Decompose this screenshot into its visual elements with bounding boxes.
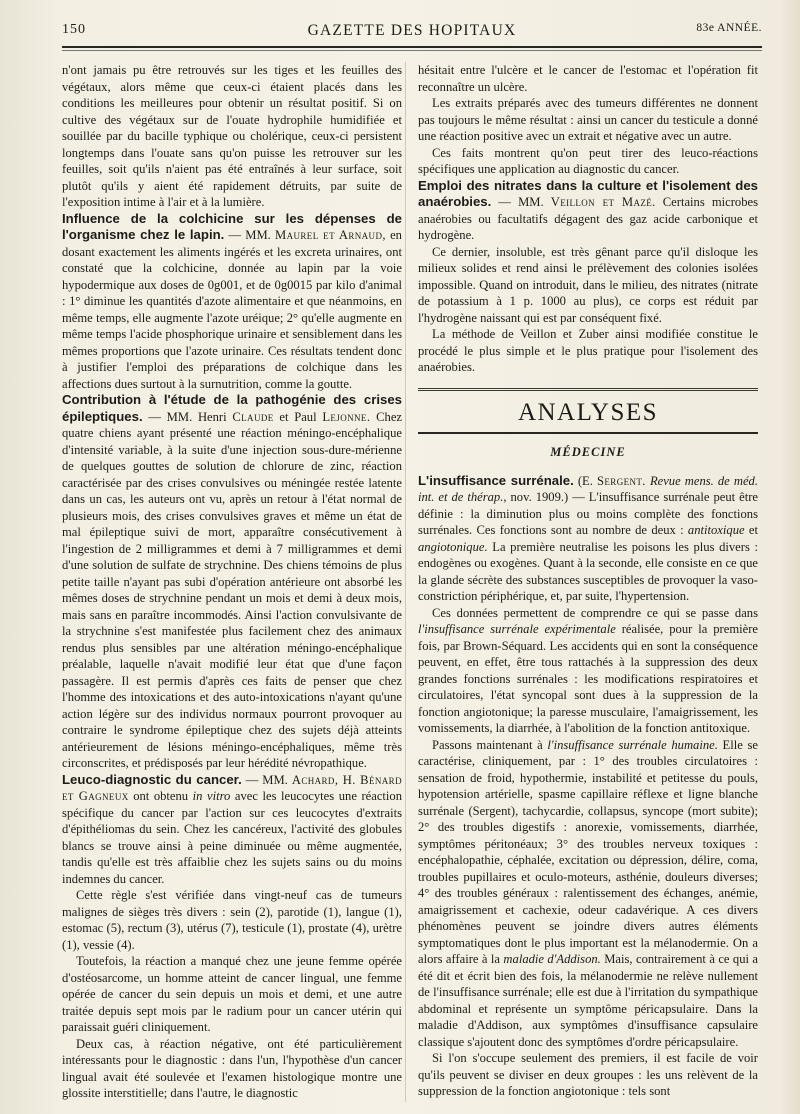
column-gutter bbox=[405, 62, 406, 1102]
left-column: n'ont jamais pu être retrouvés sur les tiges et les feuilles des végétaux, alors même que ceux-ci étaient placés dans les conditions les meilleures pour obtenir un résultat positif. Si on cultive des végétaux sur de l'ouate hydrophile humidifiée et souillée par du bacille typhique ou cholérique, ceux-ci persistent longtemps dans l'ouate sans qu'on puisse les retrouver sur les feuilles, soit qu'ils n'aient pas été entraînés à leur surface, soit plutôt qu'ils y aient été rapidement détruits, par suite de l'exposition intime à l'air et à la lumière. Influence de la colchicine sur les dépenses de l'organisme chez le lapin. — MM. Maurel et Arnaud, en dosant exactement les aliments ingérés et les excreta urinaires, ont constaté que la colchicine, donnée au lapin par la voie hypodermique aux doses de 0g001, et de 0g0015 par kilo d'animal : 1° diminue les quantités d'azote alimentaire et que néanmoins, en même temps, elle augmente l'azote uréique; 2° qu'elle augmente en même temps l'acide phosphorique urinaire et sensiblement dans les mêmes proportions que l'azote urinaire. Ces résultats tendent donc à justifier l'emploi des préparations de colchique dans les affections dues surtout à la surnutrition, comme la goutte. Contribution à l'étude de la pathogénie des crises épileptiques. — MM. Henri Claude et Paul Lejonne. Chez quatre chiens ayant présenté une réaction méningo-encéphalique d'intensité variable, à la suite d'une injection sous-dure-mérienne de quelques gouttes de solution de chlorure de zinc, réaction caractérisée par des crises convulsives ou méningée restée latente dans un cas, les auteurs ont vu, après un retour à l'état normal de plusieurs mois, des crises convulsives graves et même un état de mal épileptique suivi de mort, apparaître consécutivement à l'ingestion de 2 milligrammes et demi à 7 milligrammes et demi d'une solution de sulfate de strychnine. Des chiens témoins de plus petite taille n'ayant pas subi d'opération antérieure ont absorbé les mêmes doses de strychnine pendant un mois et demi à deux mois, mais sans en paraître incommodés. Ainsi l'action convulsivante de la strychnine s'est manifestée plus facilement chez des animaux rendus plus sensibles par une altération méningo-encéphalique préalable, laquelle n'avait modifié leur état que d'une façon passagère. Il est permis d'après ces faits de penser que chez l'homme des intoxications et des auto-intoxications n'ayant qu'une action légère sur des individus normaux pourront provoquer au contraire le syndrome épileptique chez des sujets déjà atteints antérieurement de lésions méningo-encéphaliques, même très circonscrites, et prédisposés par leur hérédité névropathique. Leuco-diagnostic du cancer. — MM. Achard, H. Bénard et Gagneux ont obtenu in vitro avec les leucocytes une réaction spécifique du cancer par l'action sur ces leucocytes d'extraits d'épithéliomas du sein. Chez les cancéreux, l'activité des globules blancs se trouve ainsi à peine diminuée ou même augmentée, tandis qu'elle est très affaiblie chez les sujets sains ou du moins indemnes du cancer. Cette règle s'est vérifiée dans vingt-neuf cas de tumeurs malignes de sièges très divers : sein (2), parotide (1), langue (1), estomac (5), rectum (3), utérus (7), testicule (1), prostate (4), urètre (1), vessie (4). Toutefois, la réaction a manqué chez une jeune femme opérée d'ostéosarcome, un homme atteint de cancer lingual, une femme opérée de cancer du sein depuis un mois et demi, et une autre traitée depuis sept mois par le radium pour un cancer utérin qui paraissait guéri cliniquement. Deux cas, à réaction négative, ont été particulièrement intéressants pour le diagnostic : dans l'un, l'hypothèse d'un cancer lingual avait été soulevée et l'examen histologique montre une glossite interstitielle; dans l'autre, le diagnostic bbox=[62, 63, 403, 1100]
heading-leuco: Leuco-diagnostic du cancer. bbox=[62, 771, 242, 787]
page-number: 150 bbox=[62, 22, 86, 37]
paragraph-donnees: Ces données permettent de comprendre ce qui se passe dans l'insuffisance surrénale expérimentale réalisée, pour la première fois, par Brown-Séquard. Les accidents qui en sont la conséquence peuvent, en effet, être tous rattachés à la suppression des deux grandes fonctions surrénales : les modifications respiratoires et circulatoires, l'état syncopal sont dues à la suppression de la fonction angiotonique; la paresse musculaire, l'amaigrissement, les vomissements, la diarrhée, à l'abolition de la fonction antitoxique. bbox=[418, 605, 758, 735]
heading-epilepsie: Contribution à l'étude de la pathogénie des crises épileptiques. bbox=[62, 392, 402, 424]
paragraph-toutefois: Toutefois, la réaction a manqué chez une jeune femme opérée d'ostéosarcome, un homme atteint de cancer lingual, une femme opérée de cancer du sein depuis un mois et demi, et une autre traitée depuis sept mois par le radium pour un cancer utérin qui paraissait guéri cliniquement. bbox=[62, 954, 402, 1034]
author-claude: Claude bbox=[232, 409, 274, 424]
section-divider bbox=[418, 388, 758, 391]
paragraph-intro: n'ont jamais pu être retrouvés sur les tiges et les feuilles des végétaux, alors même que ceux-ci étaient placés dans les conditions les meilleures pour obtenir un résultat positif. Si on cultive des végétaux sur de l'ouate hydrophile humidifiée et souillée par du bacille typhique ou cholérique, ceux-ci persistent longtemps dans l'ouate sans qu'on puisse les retrouver sur les feuilles, soit qu'ils n'aient pas été entraînés à leur surface, soit plutôt qu'ils y aient été rapidement détruits, par suite de l'exposition intime à l'air et à la lumière. bbox=[62, 63, 402, 209]
right-column: hésitait entre l'ulcère et le cancer de l'estomac et l'opération fit reconnaître un ulcère. Les extraits préparés avec des tumeurs différentes ne donnent pas toujours le même résultat : ainsi un cancer du testicule a donné une réaction positive avec un extrait et négative avec un autre. Ces faits montrent qu'on peut tirer des leuco-réactions spécifiques une application au diagnostic du cancer. Emploi des nitrates dans la culture et l'isolement des anaérobies. — MM. Veillon et Mazé. Certains microbes anaérobies ou facultatifs dégagent des gaz acide carbonique et hydrogène. Ce dernier, insoluble, est très gênant parce qu'il disloque les milieux solides et rend ainsi le prélèvement des colonies isolées impossible. Quand on introduit, dans le milieu, des nitrates (nitrate de potassium à 1 p. 1000 au plus), ce corps est réduit par l'hydrogène naissant qui est par conséquent fixé. La méthode de Veillon et Zuber ainsi modifiée constitue le procédé le plus simple et le plus pratique pour l'isolement des anaérobies. ANALYSES MÉDECINE L'insuffisance surrénale. (E. Sergent. Revue mens. de méd. int. et de thérap., nov. 1909.) — L'insuffisance surrénale peut être définie : la diminution plus ou moins complète des fonctions surrénales. Ces fonctions sont au nombre de deux : antitoxique et angiotonique. La première neutralise les poisons les plus divers : endogènes ou exogènes. Quant à la seconde, elle consiste en ce que la glande sécrète des substances susceptibles de provoquer la vaso-constriction périphérique, et, par suite, l'hypertension. Ces données permettent de comprendre ce qui se passe dans l'insuffisance surrénale expérimentale réalisée, pour la première fois, par Brown-Séquard. Les accidents qui en sont la conséquence peuvent, en effet, être tous rattachés à la suppression des deux grandes fonctions surrénales : les modifications respiratoires et circulatoires, l'état syncopal sont dues à la suppression de la fonction angiotonique; la paresse musculaire, l'amaigrissement, les vomissements, la diarrhée, à l'abolition de la fonction antitoxique. Passons maintenant à l'insuffisance surrénale humaine. Elle se caractérise, cliniquement, par : 1° des troubles circulatoires : sensation de froid, hypothermie, instabilité et petitesse du pouls, hypotension artérielle, spasme capillaire réflexe et ligne blanche surrénale (Sergent), tachycardie, collapsus, syncope (mort subite); 2° des troubles digestifs : anorexie, vomissements, diarrhée, symptômes péritonéaux; 3° des troubles nerveux toxiques : encéphalopathie, céphalée, excitation ou dépression, délire, coma, troubles pupillaires et oculo-moteurs, asthénie, douleurs diverses; 4° des troubles généraux : ralentissement des échanges, anémie, amaigrissement et cachexie, odeur cadavérique. A ces divers phénomènes peuvent se joindre divers autres éléments symptomatiques dont le plus important est la mélanodermie. On a alors affaire à la maladie d'Addison. Mais, contrairement à ce qui a été dit et écrit bien des fois, la mélanodermie ne relève nullement de l'insuffisance surrénale; elle est due à l'irritation du sympathique abdominal et représente un symptôme péricapsulaire. Dans la maladie d'Addison, aux symptômes d'insuffisance capsulaire classique s'ajoutent donc des symptômes d'ordre péricapsulaire. Si l'on s'occupe seulement des premiers, il est facile de voir qu'ils peuvent se diviser en deux groupes : les uns relèvent de la suppression de la fonction angiotonique : tels sont bbox=[418, 63, 759, 1098]
analyses-heading-block bbox=[418, 398, 758, 426]
medecine-heading: MÉDECINE bbox=[550, 445, 626, 459]
author-sergent: Sergent. bbox=[596, 473, 646, 488]
paragraph-methode: La méthode de Veillon et Zuber ainsi modifiée constitue le procédé le plus simple et le plus pratique pour l'isolement des anaérobies. bbox=[418, 327, 758, 374]
paragraph-hesitait: hésitait entre l'ulcère et le cancer de l'estomac et l'opération fit reconnaître un ulcère. bbox=[418, 63, 758, 94]
analyses-rule bbox=[418, 432, 758, 434]
paragraph-regle: Cette règle s'est vérifiée dans vingt-neuf cas de tumeurs malignes de sièges très divers : sein (2), parotide (1), langue (1), estomac (5), rectum (3), utérus (7), testicule (1), prostate (4), urètre (1), vessie (4). bbox=[62, 888, 402, 952]
author-lejonne: Lejonne. bbox=[322, 409, 371, 424]
year-label: 83e ANNÉE. bbox=[696, 22, 762, 34]
paragraph-passons: Passons maintenant à l'insuffisance surrénale humaine. Elle se caractérise, cliniquement, par : 1° des troubles circulatoires : sensation de froid, hypothermie, instabilité et petitesse du pouls, hypotension artérielle, spasme capillaire réflexe et ligne blanche surrénale (Sergent), tachycardie, collapsus, syncope (mort subite); 2° des troubles digestifs : anorexie, vomissements, diarrhée, symptômes péritonéaux; 3° des troubles nerveux toxiques : encéphalopathie, céphalée, excitation ou dépression, délire, coma, troubles pupillaires et oculo-moteurs, asthénie, douleurs diverses; 4° des troubles généraux : ralentissement des échanges, anémie, amaigrissement et cachexie, odeur cadavérique. A ces divers phénomènes peuvent se joindre divers autres éléments symptomatiques dont le plus important est la mélanodermie. On a alors affaire à la maladie d'Addison. Mais, contrairement à ce qui a été dit et écrit bien des fois, la mélanodermie ne relève nullement de l'insuffisance surrénale; elle est due à l'irritation du sympathique abdominal et représente un symptôme péricapsulaire. Dans la maladie d'Addison, aux symptômes d'insuffisance capsulaire classique s'ajoutent donc des symptômes d'ordre péricapsulaire. bbox=[418, 737, 759, 1049]
paragraph-deux-cas: Deux cas, à réaction négative, ont été particulièrement intéressants pour le diagnostic : dans l'un, l'hypothèse d'un cancer lingual avait été soulevée et l'examen histologique montre une glossite interstitielle; dans l'autre, le diagnostic bbox=[62, 1036, 402, 1100]
authors-nitrates: Veillon et Mazé. bbox=[550, 195, 656, 209]
analyses-heading: ANALYSES bbox=[517, 398, 659, 426]
authors-leuco: Achard, H. Bénard et Gagneux bbox=[62, 772, 402, 803]
paragraph-si-lon: Si l'on s'occupe seulement des premiers, il est facile de voir qu'ils peuvent se diviser en deux groupes : les uns relèvent de la suppression de la fonction angiotonique : tels sont bbox=[418, 1051, 758, 1098]
heading-insuffisance: L'insuffisance surrénale. bbox=[418, 472, 574, 488]
heading-nitrates: Emploi des nitrates dans la culture et l'isolement des anaérobies. bbox=[418, 177, 758, 209]
heading-colchicine: Influence de la colchicine sur les dépenses de l'organisme chez le lapin. bbox=[62, 210, 402, 242]
authors-colchicine: Maurel et Arnaud, bbox=[275, 228, 386, 242]
paragraph-extraits: Les extraits préparés avec des tumeurs différentes ne donnent pas toujours le même résultat : ainsi un cancer du testicule a donné une réaction positive avec un extrait et négative avec un autre. bbox=[418, 96, 758, 143]
journal-title: GAZETTE DES HOPITAUX bbox=[307, 22, 517, 39]
journal-ref: Revue mens. de méd. int. et de thérap. bbox=[418, 473, 758, 504]
header-rule-thin bbox=[62, 50, 762, 51]
paragraph-ces-faits: Ces faits montrent qu'on peut tirer des leuco-réactions spécifiques une application au diagnostic du cancer. bbox=[418, 145, 758, 176]
header-rule bbox=[62, 46, 762, 48]
running-header bbox=[62, 22, 762, 44]
paragraph-dernier: Ce dernier, insoluble, est très gênant parce qu'il disloque les milieux solides et rend ainsi le prélèvement des colonies isolées impossible. Quand on introduit, dans le milieu, des nitrates (nitrate de potassium à 1 p. 1000 au plus), ce corps est réduit par l'hydrogène naissant qui est par conséquent fixé. bbox=[418, 244, 758, 325]
